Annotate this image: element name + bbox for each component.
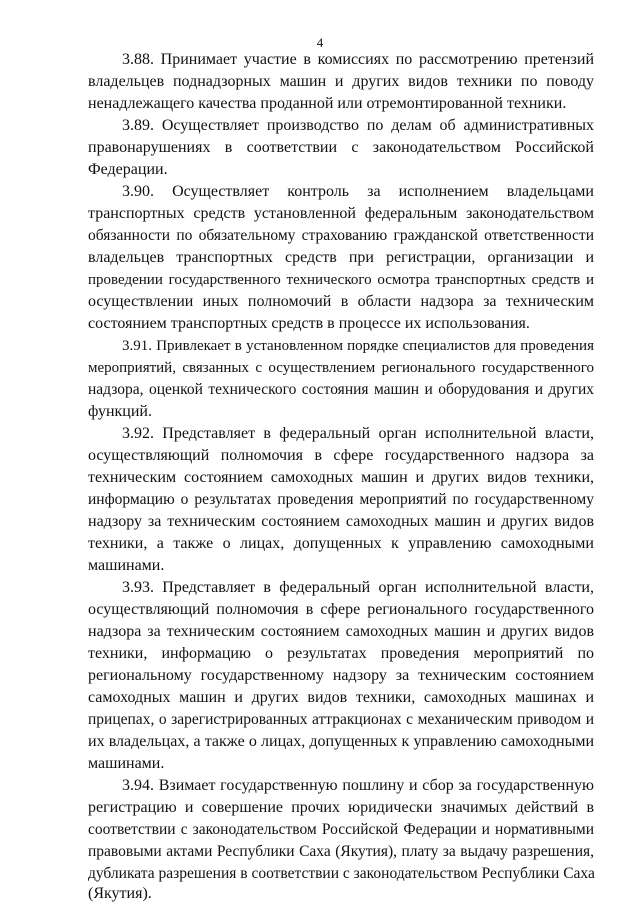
paragraph-3-88-line: 3.88. Принимает участие в комиссиях по рассмотрению претензий [122,51,594,68]
paragraph-3-90-line: обязанности по обязательному страхованию гражданской ответственности [88,227,594,244]
paragraph-3-91-line: мероприятий, связанных с осуществлением регионального государственного [88,360,594,376]
paragraph-3-93-line: 3.93. Представляет в федеральный орган исполнительной власти, [122,579,594,596]
paragraph-3-94-line: 3.94. Взимает государственную пошлину и сбор за государственную [122,777,594,794]
paragraph-3-91-line: функций. [88,403,152,420]
paragraph-3-88-line: ненадлежащего качества проданной или отремонтированной техники. [88,95,567,112]
paragraph-3-90-line: транспортных средств установленной федеральным законодательством [88,205,594,222]
paragraph-3-93-line: прицепах, о зарегистрированных аттракционах с механическим приводом и [88,711,594,728]
paragraph-3-92-line: техническим состоянием самоходных машин и других видов техники, [88,469,594,486]
paragraph-3-93-line: региональному государственному надзору за техническим состоянием [88,667,594,684]
paragraph-3-93-line: машинами. [88,755,165,772]
paragraph-3-93-line: самоходных машин и других видов техники, самоходных машинах и [88,689,594,706]
paragraph-3-93-line: осуществляющий полномочия в сфере регионального государственного [88,601,594,618]
paragraph-3-90-line: проведении государственного технического осмотра транспортных средств и [88,272,594,288]
paragraph-3-94-line: регистрацию и совершение прочих юридически значимых действий в [88,799,594,816]
paragraph-3-91-line: надзора, оценкой технического состояния машин и оборудования и других [88,381,594,398]
paragraph-3-94-line: соответствии с законодательством Российской Федерации и нормативными [88,821,594,838]
paragraph-3-91-line: 3.91. Привлекает в установленном порядке специалистов для проведения [122,338,594,354]
paragraph-3-94-line: дубликата разрешения в соответствии с законодательством Республики Саха [88,865,595,882]
paragraph-3-94-line: (Якутия). [88,885,152,902]
paragraph-3-93-line: надзора за техническим состоянием самоходных машин и других видов [88,623,594,640]
paragraph-3-89-line: 3.89. Осуществляет производство по делам об административных [122,117,594,134]
paragraph-3-88-line: владельцев поднадзорных машин и других видов техники по поводу [88,73,594,90]
paragraph-3-90-line: 3.90. Осуществляет контроль за исполнением владельцами [122,183,594,200]
paragraph-3-90-line: состоянием транспортных средств в процессе их использования. [88,315,530,332]
paragraph-3-92-line: надзору за техническим состоянием самоходных машин и других видов [88,513,594,530]
paragraph-3-92-line: осуществляющий полномочия в сфере государственного надзора за [88,447,594,464]
paragraph-3-90-line: осуществлении иных полномочий в области надзора за техническим [88,293,594,310]
paragraph-3-92-line: техники, а также о лицах, допущенных к управлению самоходными [88,535,594,552]
paragraph-3-89-line: правонарушениях в соответствии с законодательством Российской [88,139,594,156]
paragraph-3-92-line: 3.92. Представляет в федеральный орган исполнительной власти, [122,425,594,442]
paragraph-3-94-line: правовыми актами Республики Саха (Якутия), плату за выдачу разрешения, [88,843,594,860]
paragraph-3-92-line: машинами. [88,557,165,574]
paragraph-3-90-line: владельцев транспортных средств при регистрации, организации и [88,249,594,266]
paragraph-3-93-line: их владельцах, а также о лицах, допущенных к управлению самоходными [88,733,594,750]
paragraph-3-93-line: техники, информацию о результатах проведения мероприятий по [88,645,594,662]
paragraph-3-92-line: информацию о результатах проведения мероприятий по государственному [88,491,594,508]
paragraph-3-89-line: Федерации. [88,161,168,178]
page-number: 4 [316,35,324,50]
